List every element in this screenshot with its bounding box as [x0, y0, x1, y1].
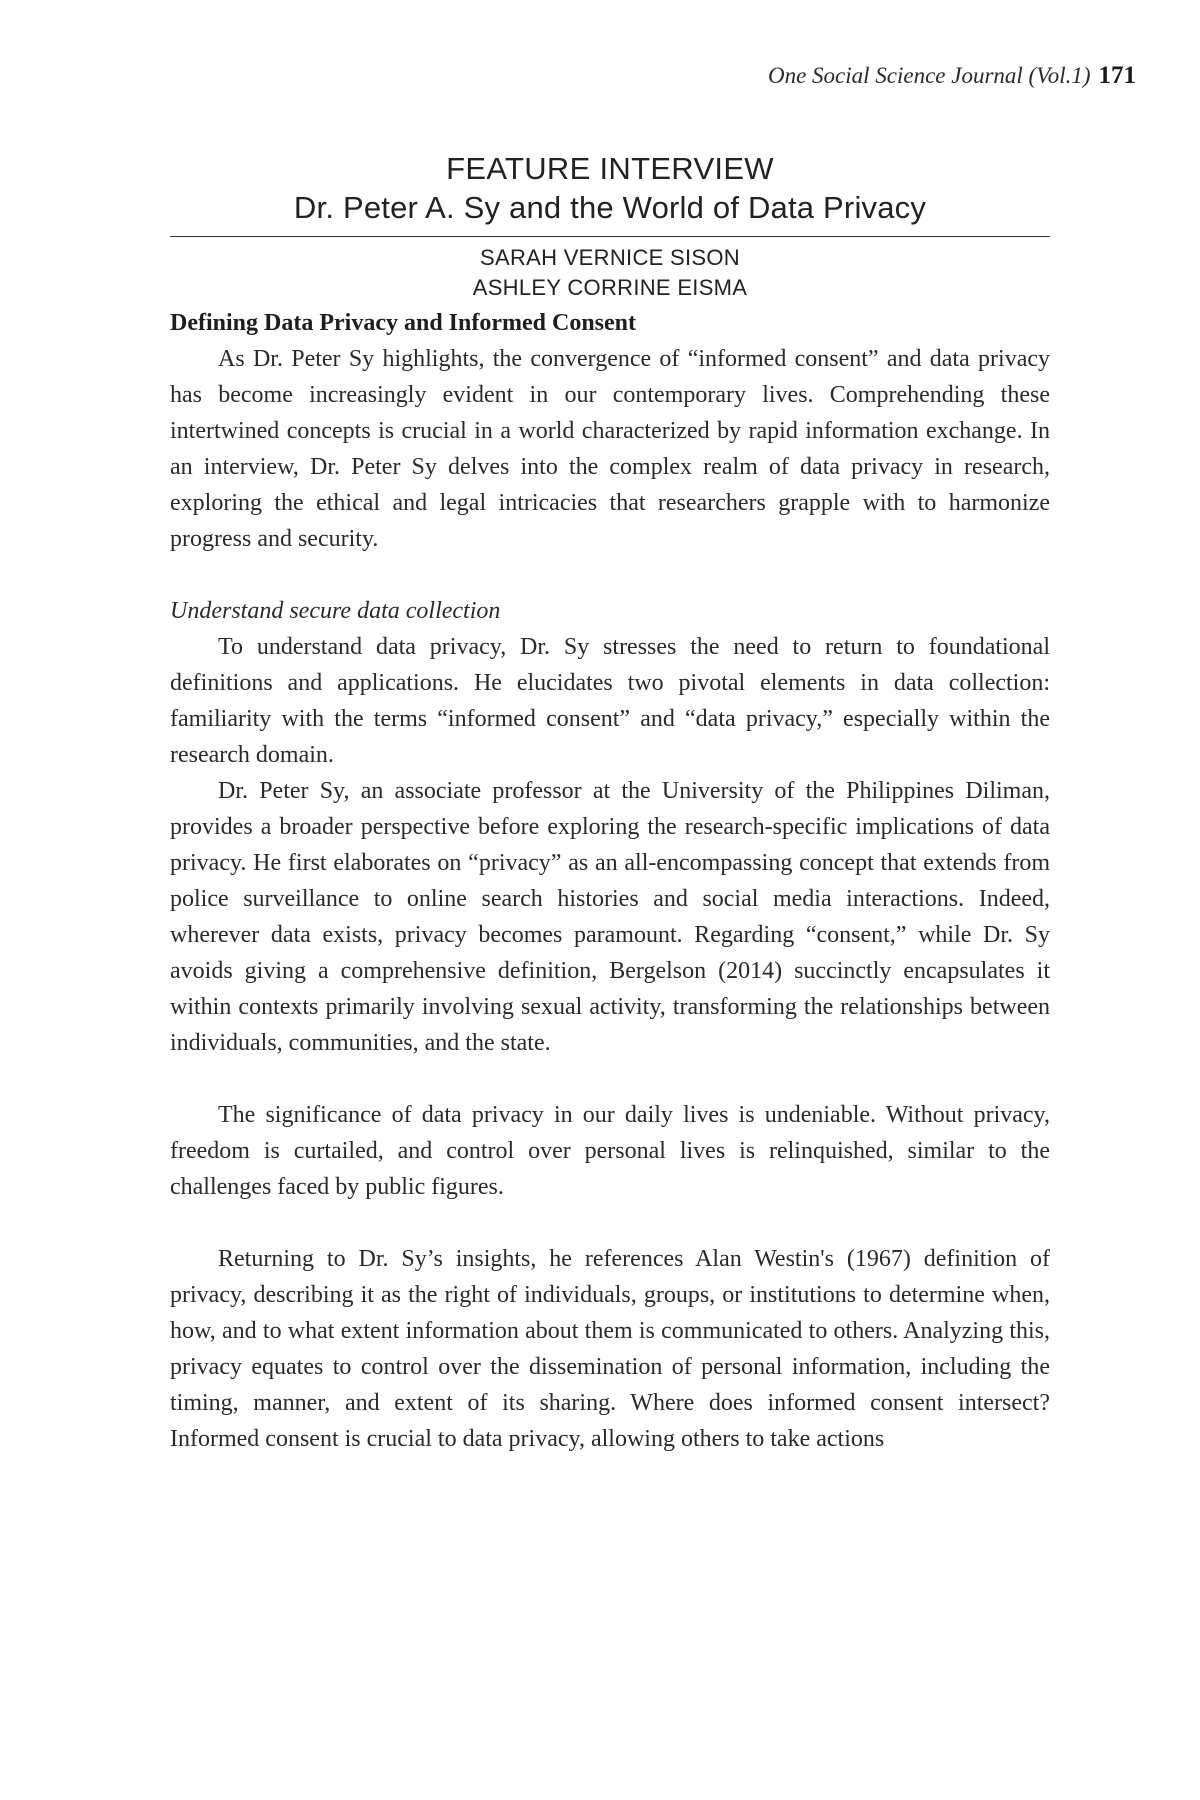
author-name: ASHLEY CORRINE EISMA — [472, 275, 748, 300]
paragraph-gap — [170, 1061, 1050, 1097]
paragraph: Returning to Dr. Sy’s insights, he references Alan Westin's (1967) definition of privacy, describing it as the right of individuals, groups, or institutions to determine when, how, and to what extent information about them is communicated to others. Analyzing this, privacy equates to control over the dissemination of personal information, including the timing, manner, and extent of its sharing. Where does informed consent intersect? Informed consent is crucial to data privacy, allowing others to take actions — [170, 1246, 1050, 1452]
journal-title: One Social Science Journal (Vol.1) — [767, 63, 1091, 88]
running-head — [768, 62, 1136, 90]
article-body — [170, 341, 1050, 1457]
title-divider — [170, 236, 1050, 237]
paragraph: Dr. Peter Sy, an associate professor at the University of the Philippines Diliman, provides a broader perspective before exploring the research-specific implications of data privacy. He first elaborates on “privacy” as an all-encompassing concept that extends from police surveillance to online search histories and social media interactions. Indeed, wherever data exists, privacy becomes paramount. Regarding “consent,” while Dr. Sy avoids giving a comprehensive definition, Bergelson (2014) succinctly encapsulates it within contexts primarily involving sexual activity, transforming the relationships between individuals, communities, and the state. — [170, 778, 1050, 1056]
page-number: 171 — [1098, 62, 1136, 89]
paragraph-intro: As Dr. Peter Sy highlights, the convergence of “informed consent” and data privacy has become increasingly evident in our contemporary lives. Comprehending these intertwined concepts is crucial in a world characterized by rapid information exchange. In an interview, Dr. Peter Sy delves into the complex realm of data privacy in research, exploring the ethical and legal intricacies that researchers grapple with to harmonize progress and security. — [170, 346, 1050, 552]
paragraph-gap — [170, 1205, 1050, 1241]
paragraph: To understand data privacy, Dr. Sy stresses the need to return to foundational definitions and applications. He elucidates two pivotal elements in data collection: familiarity with the terms “informed consent” and “data privacy,” especially within the research domain. — [170, 634, 1050, 768]
author-list — [170, 243, 1050, 303]
title-block — [170, 150, 1050, 228]
paragraph-gap — [170, 557, 1050, 593]
article-column — [170, 150, 1050, 1457]
article-title: Dr. Peter A. Sy and the World of Data Privacy — [293, 190, 927, 225]
section-heading: Defining Data Privacy and Informed Consent — [170, 310, 636, 336]
author-name: SARAH VERNICE SISON — [480, 245, 740, 270]
subsection-heading: Understand secure data collection — [170, 598, 501, 624]
article-kicker: FEATURE INTERVIEW — [446, 151, 774, 186]
paragraph: The significance of data privacy in our daily lives is undeniable. Without privacy, freedom is curtailed, and control over personal lives is relinquished, similar to the challenges faced by public figures. — [170, 1102, 1050, 1200]
